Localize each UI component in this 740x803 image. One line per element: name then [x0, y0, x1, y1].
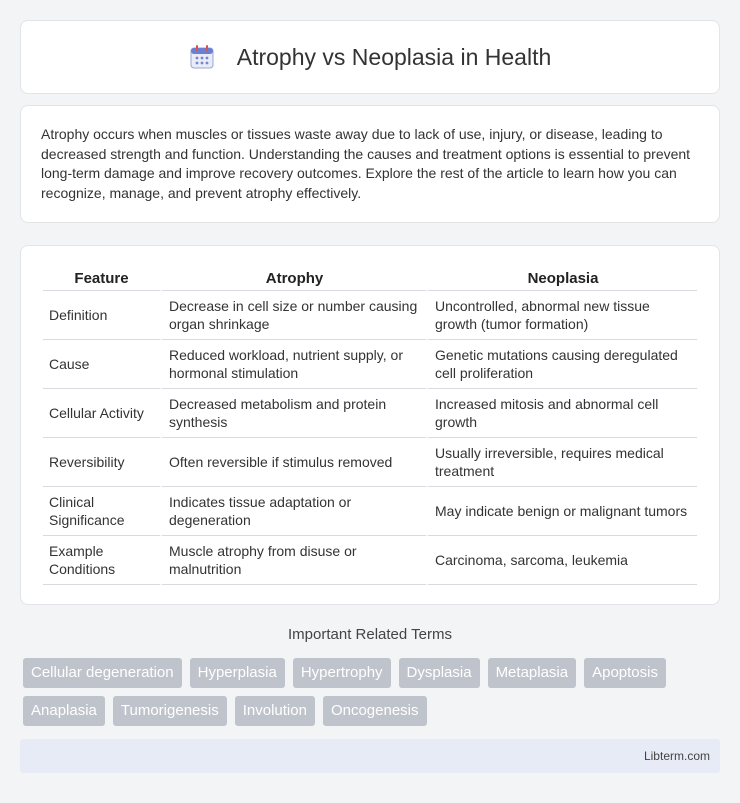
- table-cell: Muscle atrophy from disuse or malnutrition: [160, 535, 426, 585]
- table-cell: Decrease in cell size or number causing organ shrinkage: [160, 290, 426, 339]
- calendar-icon: [189, 44, 215, 70]
- footer-brand-link[interactable]: Libterm.com: [643, 749, 710, 763]
- related-term-tag[interactable]: Oncogenesis: [323, 696, 427, 726]
- table-cell: Example Conditions: [43, 535, 160, 585]
- table-cell: Reduced workload, nutrient supply, or hormonal stimulation: [160, 339, 426, 388]
- related-term-tag[interactable]: Apoptosis: [584, 658, 666, 688]
- related-term-tag[interactable]: Involution: [235, 696, 315, 726]
- column-header-atrophy: Atrophy: [160, 266, 426, 290]
- table-cell: Cellular Activity: [43, 388, 160, 437]
- table-cell: May indicate benign or malignant tumors: [426, 486, 697, 535]
- table-row: [43, 437, 697, 486]
- table-cell: Decreased metabolism and protein synthesis: [160, 388, 426, 437]
- table-row: [43, 290, 697, 339]
- comparison-table-card: [20, 245, 720, 605]
- footer: [20, 739, 720, 773]
- table-cell: Uncontrolled, abnormal new tissue growth (tumor formation): [426, 290, 697, 339]
- table-cell: Clinical Significance: [43, 486, 160, 535]
- table-cell: Indicates tissue adaptation or degeneration: [160, 486, 426, 535]
- table-cell: Genetic mutations causing deregulated cell proliferation: [426, 339, 697, 388]
- table-header-row: [43, 266, 697, 290]
- related-terms-list: [23, 658, 723, 726]
- table-row: [43, 388, 697, 437]
- table-cell: Often reversible if stimulus removed: [160, 437, 426, 486]
- related-term-tag[interactable]: Hyperplasia: [190, 658, 285, 688]
- intro-text: Atrophy occurs when muscles or tissues waste away due to lack of use, injury, or disease, leading to decreased strength and function. Understanding the causes and treatment options is essential to prevent long-term damage and improve recovery outcomes. Explore the rest of the article to learn how you can recognize, manage, and prevent atrophy effectively.: [41, 126, 691, 201]
- table-row: [43, 535, 697, 585]
- table-row: [43, 486, 697, 535]
- table-cell: Reversibility: [43, 437, 160, 486]
- related-terms-title: Important Related Terms: [288, 626, 452, 643]
- related-term-tag[interactable]: Anaplasia: [23, 696, 105, 726]
- comparison-table: [43, 266, 697, 585]
- column-header-neoplasia: Neoplasia: [426, 266, 697, 290]
- table-cell: Cause: [43, 339, 160, 388]
- related-term-tag[interactable]: Tumorigenesis: [113, 696, 227, 726]
- page-title: Atrophy vs Neoplasia in Health: [236, 43, 552, 70]
- table-cell: Usually irreversible, requires medical treatment: [426, 437, 697, 486]
- related-term-tag[interactable]: Cellular degeneration: [23, 658, 182, 688]
- table-cell: Definition: [43, 290, 160, 339]
- table-cell: Carcinoma, sarcoma, leukemia: [426, 535, 697, 585]
- related-term-tag[interactable]: Metaplasia: [488, 658, 577, 688]
- related-term-tag[interactable]: Hypertrophy: [293, 658, 391, 688]
- header-card: [20, 20, 720, 94]
- table-cell: Increased mitosis and abnormal cell growth: [426, 388, 697, 437]
- column-header-feature: Feature: [74, 269, 129, 287]
- table-row: [43, 339, 697, 388]
- intro-card: [20, 105, 720, 223]
- related-term-tag[interactable]: Dysplasia: [399, 658, 480, 688]
